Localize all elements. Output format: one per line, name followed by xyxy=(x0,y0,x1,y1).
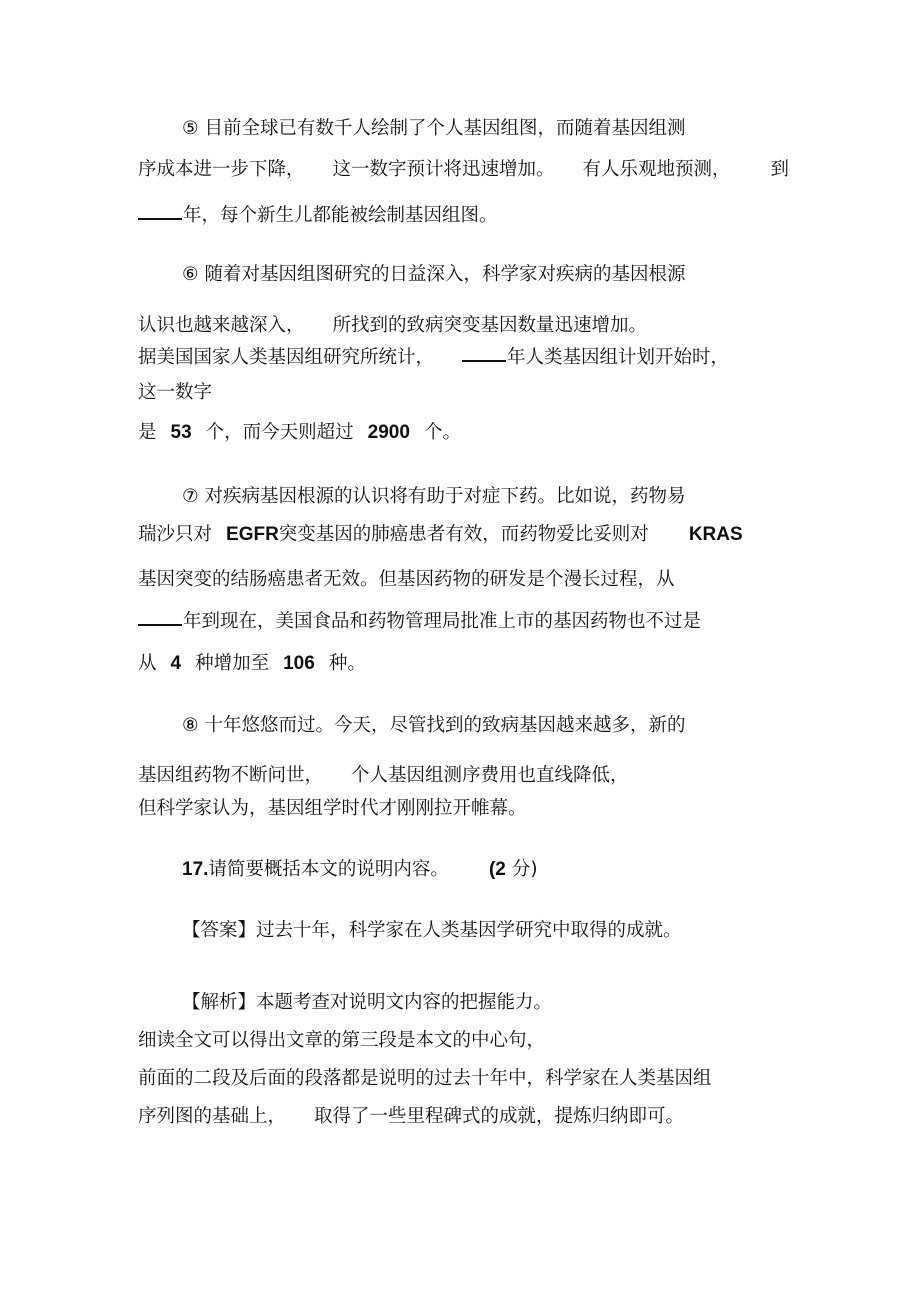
year-blank xyxy=(138,217,182,220)
count-53: 53 xyxy=(170,422,192,443)
para5-line3 xyxy=(138,203,498,229)
para7-line3: 基因突变的结肠癌患者无效。但基因药物的研发是个漫长过程，从 xyxy=(138,569,675,590)
analysis-line4-part1: 序列图的基础上， xyxy=(138,1106,287,1127)
para6-line5-part2: 个，而今天则超过 xyxy=(205,422,354,443)
year-blank xyxy=(462,359,506,362)
para8-line3: 但科学家认为，基因组学时代才刚刚拉开帷幕。 xyxy=(138,798,527,819)
para8-line2-part2: 个人基因组测序费用也直线降低， xyxy=(351,765,629,786)
para6-line5-part3: 个。 xyxy=(423,422,461,443)
para6-line2 xyxy=(138,313,647,339)
para6-line2-part2: 所找到的致病突变基因数量迅速增加。 xyxy=(332,315,648,336)
count-2900: 2900 xyxy=(367,422,410,443)
para7-line4 xyxy=(138,609,701,635)
para6-line1: ⑥ 随着对基因组图研究的日益深入，科学家对疾病的基因根源 xyxy=(182,264,686,285)
para7-line5 xyxy=(138,651,366,677)
para5-line2 xyxy=(138,157,789,183)
para7-line2-part2: 突变基因的肺癌患者有效，而药物爱比妥则对 xyxy=(278,524,649,545)
para6-line4: 这一数字 xyxy=(138,382,213,403)
para5-line2-part3: 有人乐观地预测， xyxy=(582,159,731,180)
para5-line1: ⑤ 目前全球已有数千人绘制了个人基因组图，而随着基因组测 xyxy=(182,118,686,139)
count-4: 4 xyxy=(170,653,182,674)
question-score-close: 分) xyxy=(511,859,538,880)
question-score-open: (2 xyxy=(488,859,506,880)
question-text: 请简要概括本文的说明内容。 xyxy=(208,859,449,880)
para5-line3-text: 年，每个新生儿都能被绘制基因组图。 xyxy=(183,205,498,226)
analysis-line1: 【解析】本题考查对说明文内容的把握能力。 xyxy=(182,992,553,1013)
para5-line2-part2: 这一数字预计将迅速增加。 xyxy=(332,159,555,180)
para6-line3-part1: 据美国国家人类基因组研究所统计， xyxy=(138,347,435,368)
count-106: 106 xyxy=(283,653,315,674)
question-17 xyxy=(182,857,538,883)
para7-line5-part3: 种。 xyxy=(328,653,366,674)
question-number: 17. xyxy=(182,859,209,880)
para7-line5-part2: 种增加至 xyxy=(195,653,270,674)
para7-line2-part1: 瑞沙只对 xyxy=(138,524,213,545)
analysis-line2: 细读全文可以得出文章的第三段是本文的中心句， xyxy=(138,1030,546,1051)
para7-line5-part1: 从 xyxy=(138,653,157,674)
gene-egfr: EGFR xyxy=(226,524,279,545)
analysis-line4 xyxy=(138,1104,684,1130)
analysis-line3: 前面的二段及后面的段落都是说明的过去十年中，科学家在人类基因组 xyxy=(138,1068,712,1089)
answer: 【答案】过去十年，科学家在人类基因学研究中取得的成就。 xyxy=(182,920,682,941)
para6-line5 xyxy=(138,420,461,446)
analysis-line4-part2: 取得了一些里程碑式的成就，提炼归纳即可。 xyxy=(314,1106,685,1127)
year-blank xyxy=(138,623,182,626)
para6-line2-part1: 认识也越来越深入， xyxy=(138,315,305,336)
para6-line3 xyxy=(138,345,729,371)
gene-kras: KRAS xyxy=(688,524,743,545)
para8-line2 xyxy=(138,763,629,789)
para7-line1: ⑦ 对疾病基因根源的认识将有助于对症下药。比如说，药物易 xyxy=(182,486,686,507)
para5-line2-part1: 序成本进一步下降， xyxy=(138,159,305,180)
para8-line1: ⑧ 十年悠悠而过。今天，尽管找到的致病基因越来越多，新的 xyxy=(182,715,686,736)
para8-line2-part1: 基因组药物不断问世， xyxy=(138,765,324,786)
para7-line2 xyxy=(138,522,743,548)
para7-line4-text: 年到现在，美国食品和药物管理局批准上市的基因药物也不过是 xyxy=(183,611,702,632)
para6-line3-part2: 年人类基因组计划开始时， xyxy=(507,347,730,368)
para5-line2-part4: 到 xyxy=(770,159,790,180)
para6-line5-part1: 是 xyxy=(138,422,157,443)
